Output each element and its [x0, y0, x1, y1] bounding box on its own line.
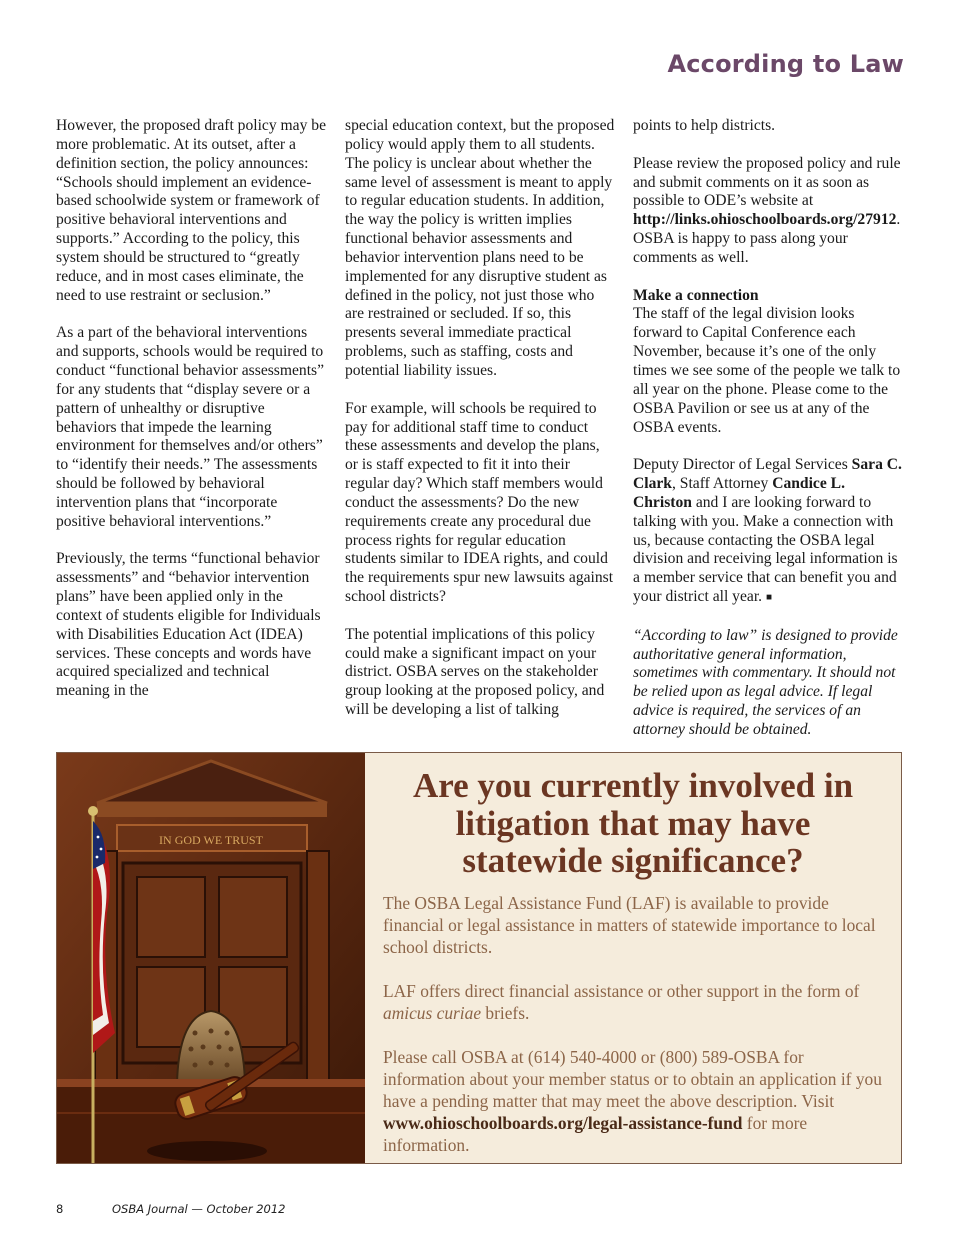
- paragraph: The potential implications of this policy could make a significant impact on your district. OSBA serves on the stakeholder group looking at the proposed policy, and will be developing a list of talking: [345, 625, 605, 719]
- paragraph: However, the proposed draft policy may be more problematic. At its outset, after a definition section, the policy announces: “Schools should implement an evidence-based schoolwide system or framework of positive behavioral interventions and supports.” According to the policy, this system should be structured to “greatly reduce, and in most cases eliminate, the need to use restraint or seclusion.”: [56, 117, 327, 304]
- article-column-1: [56, 117, 326, 720]
- paragraph: For example, will schools be required to pay for additional staff time to conduct these assessments and develop the plans, or is staff expected to fit it into their regular day? Which staff members would conduct the assessments? Do the new requirements create any procedural due process rights for regular education students similar to IDEA rights, and could the requirements spur new lawsuits against school districts?: [345, 399, 614, 606]
- end-of-article-mark: ■: [765, 592, 772, 604]
- paragraph: Deputy Director of Legal Services Sara C. Clark, Staff Attorney Candice L. Christon and I are looking forward to talking with you. Make a connection with us, because contacting the OSBA legal division and receiving legal information is a member service that can benefit you and your district all year. ■: [633, 456, 902, 606]
- courtroom-photo: [57, 753, 365, 1163]
- staff-name: Sara C. Clark: [633, 456, 902, 493]
- article-column-3: [633, 117, 903, 759]
- ad-paragraph: Please call OSBA at (614) 540-4000 or (800) 589-OSBA for information about your member status or to obtain an application if you have a pending matter that may meet the above description. Visit www.ohioschoolboards.org/legal-assistance-fund for more information.: [383, 1046, 882, 1155]
- ad-text: [383, 767, 883, 1164]
- laf-website-link[interactable]: www.ohioschoolboards.org/legal-assistance-fund: [383, 1112, 743, 1133]
- courtroom-illustration: [57, 753, 365, 1163]
- paragraph: Make a connection The staff of the legal division looks forward to Capital Conference each November, because it’s one of the only times we see some of the people we talk to all year on the phone. Please come to the OSBA Pavilion or see us at any of the OSBA events.: [633, 287, 903, 438]
- ad-paragraph: LAF offers direct financial assistance or other support in the form of amicus curiae briefs.: [383, 980, 860, 1023]
- subheading: Make a connection: [633, 286, 759, 304]
- paragraph: Previously, the terms “functional behavior assessments” and “behavior intervention plans” have been applied only in the context of students eligible for Individuals with Disabilities Education Act (IDEA) services. These concepts and words have acquired specialized and technical meaning in the: [56, 550, 321, 700]
- paragraph: Please review the proposed policy and rule and submit comments on it as soon as possible to ODE’s website at http://links.ohioschoolboards.org/27912. OSBA is happy to pass along your comments as well.: [633, 154, 901, 266]
- publication-info: OSBA Journal — October 2012: [112, 1202, 286, 1216]
- page-footer: [56, 1202, 286, 1216]
- article-column-2: [345, 117, 615, 739]
- paragraph: As a part of the behavioral interventions and supports, schools would be required to conduct “functional behavior assessments” for any students that “display severe or a pattern of unhealthy or disruptive behaviors that impede the learning environment for themselves and/or others” to “identify their needs.” The assessments should be followed by behavioral intervention plans that “incorporate positive behavioral interventions.”: [56, 324, 325, 530]
- inscription: IN GOD WE TRUST: [159, 833, 263, 847]
- section-title: According to Law: [667, 50, 904, 78]
- page-number: 8: [56, 1202, 64, 1216]
- paragraph: special education context, but the proposed policy would apply them to all students. The policy is unclear about whether the same level of assessment is meant to apply to regular education students. In addition, the way the policy is written implies functional behavior assessments and behavior intervention plans need to be implemented for any disruptive student as defined in the policy, not just those who are restrained or secluded. If so, this presents several immediate practical problems, such as staffing, costs and potential liability issues.: [345, 117, 615, 379]
- ad-paragraph: The OSBA Legal Assistance Fund (LAF) is available to provide financial or legal assistance in matters of statewide importance to local school districts.: [383, 892, 876, 957]
- disclaimer: “According to law” is designed to provide authoritative general information, sometimes with commentary. It should not be relied upon as legal advice. If legal advice is required, the services of an attorney should be obtained.: [633, 626, 898, 738]
- paragraph: points to help districts.: [633, 117, 776, 134]
- staff-name: Candice L. Christon: [633, 475, 845, 511]
- ad-heading: Are you currently involved in litigation that may have statewide significance?: [412, 766, 854, 880]
- ode-policy-link[interactable]: http://links.ohioschoolboards.org/27912: [633, 211, 897, 229]
- legal-assistance-fund-ad: [56, 752, 902, 1164]
